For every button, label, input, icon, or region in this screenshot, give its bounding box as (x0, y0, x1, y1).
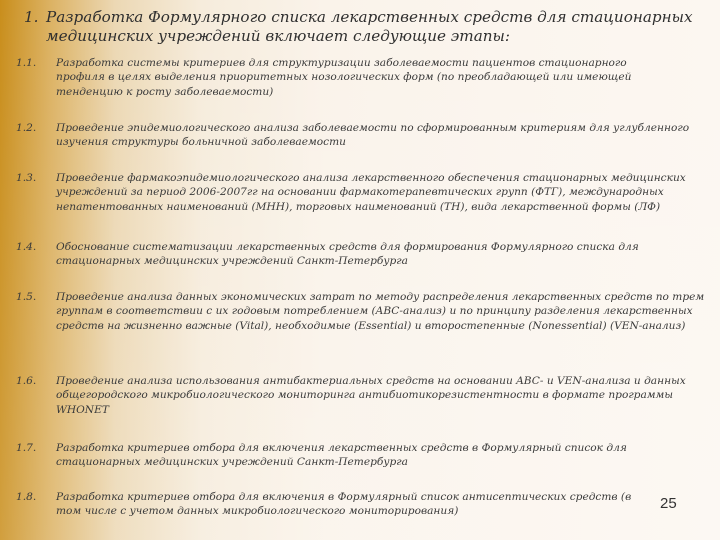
heading-text: Разработка Формулярного списка лекарственных средств для стационарных медицинских учреждений включает следующие этапы: (46, 8, 693, 45)
item-number: 1.2. (16, 122, 37, 134)
slide-heading (24, 8, 694, 46)
item-text: Проведение анализа данных экономических затрат по методу распределения лекарственных средств по трем группам в соответствии с их годовым потреблением (ABC-анализ) и по принципу разделения лекарственных средств на жизненно важные (Vital), необходимые (Essential) и второстепенные (Nonessential) (VEN-анализ) (56, 291, 705, 332)
item-number: 1.3. (16, 172, 37, 184)
item-number: 1.5. (16, 291, 37, 303)
page-number: 25 (660, 495, 677, 512)
item-text: Разработка системы критериев для структуризации заболеваемости пациентов стационарного профиля в целях выделения приоритетных нозологических форм (по преобладающей или имеющей тенденцию к росту заболеваемости) (56, 57, 632, 98)
list-item (16, 240, 706, 269)
item-text: Проведение эпидемиологического анализа заболеваемости по сформированным критериям для углубленного изучения структуры больничной заболеваемости (56, 122, 690, 149)
list-item (16, 171, 706, 214)
item-text: Проведение фармакоэпидемиологического анализа лекарственного обеспечения стационарных медицинских учреждений за период 2006-2007гг на основании фармакотерапевтических групп (ФТГ), международных непатентованных наименований (МНН), торговых наименований (ТН), вида лекарственной формы (ЛФ) (56, 172, 686, 213)
item-number: 1.4. (16, 241, 37, 253)
item-number: 1.6. (16, 375, 37, 387)
heading-number: 1. (24, 8, 39, 26)
item-number: 1.7. (16, 442, 37, 454)
list-item (16, 56, 676, 99)
list-item (16, 441, 676, 470)
item-text: Разработка критериев отбора для включения в Формулярный список антисептических средств (в том числе с учетом данных микробиологического мониторирования) (56, 491, 632, 518)
item-number: 1.8. (16, 491, 37, 503)
list-item (16, 121, 716, 150)
item-text: Обоснование систематизации лекарственных средств для формирования Формулярного списка для стационарных медицинских учреждений Санкт-Петербурга (56, 241, 639, 268)
item-text: Проведение анализа использования антибактериальных средств на основании ABC- и VEN-анализа и данных общегородского микробиологического мониторинга антибиотикорезистентности в формате программы WHONET (56, 375, 686, 416)
list-item (16, 374, 716, 417)
list-item (16, 290, 706, 333)
list-item (16, 490, 656, 519)
item-text: Разработка критериев отбора для включения лекарственных средств в Формулярный список для стационарных медицинских учреждений Санкт-Петербурга (56, 442, 627, 469)
item-number: 1.1. (16, 57, 37, 69)
